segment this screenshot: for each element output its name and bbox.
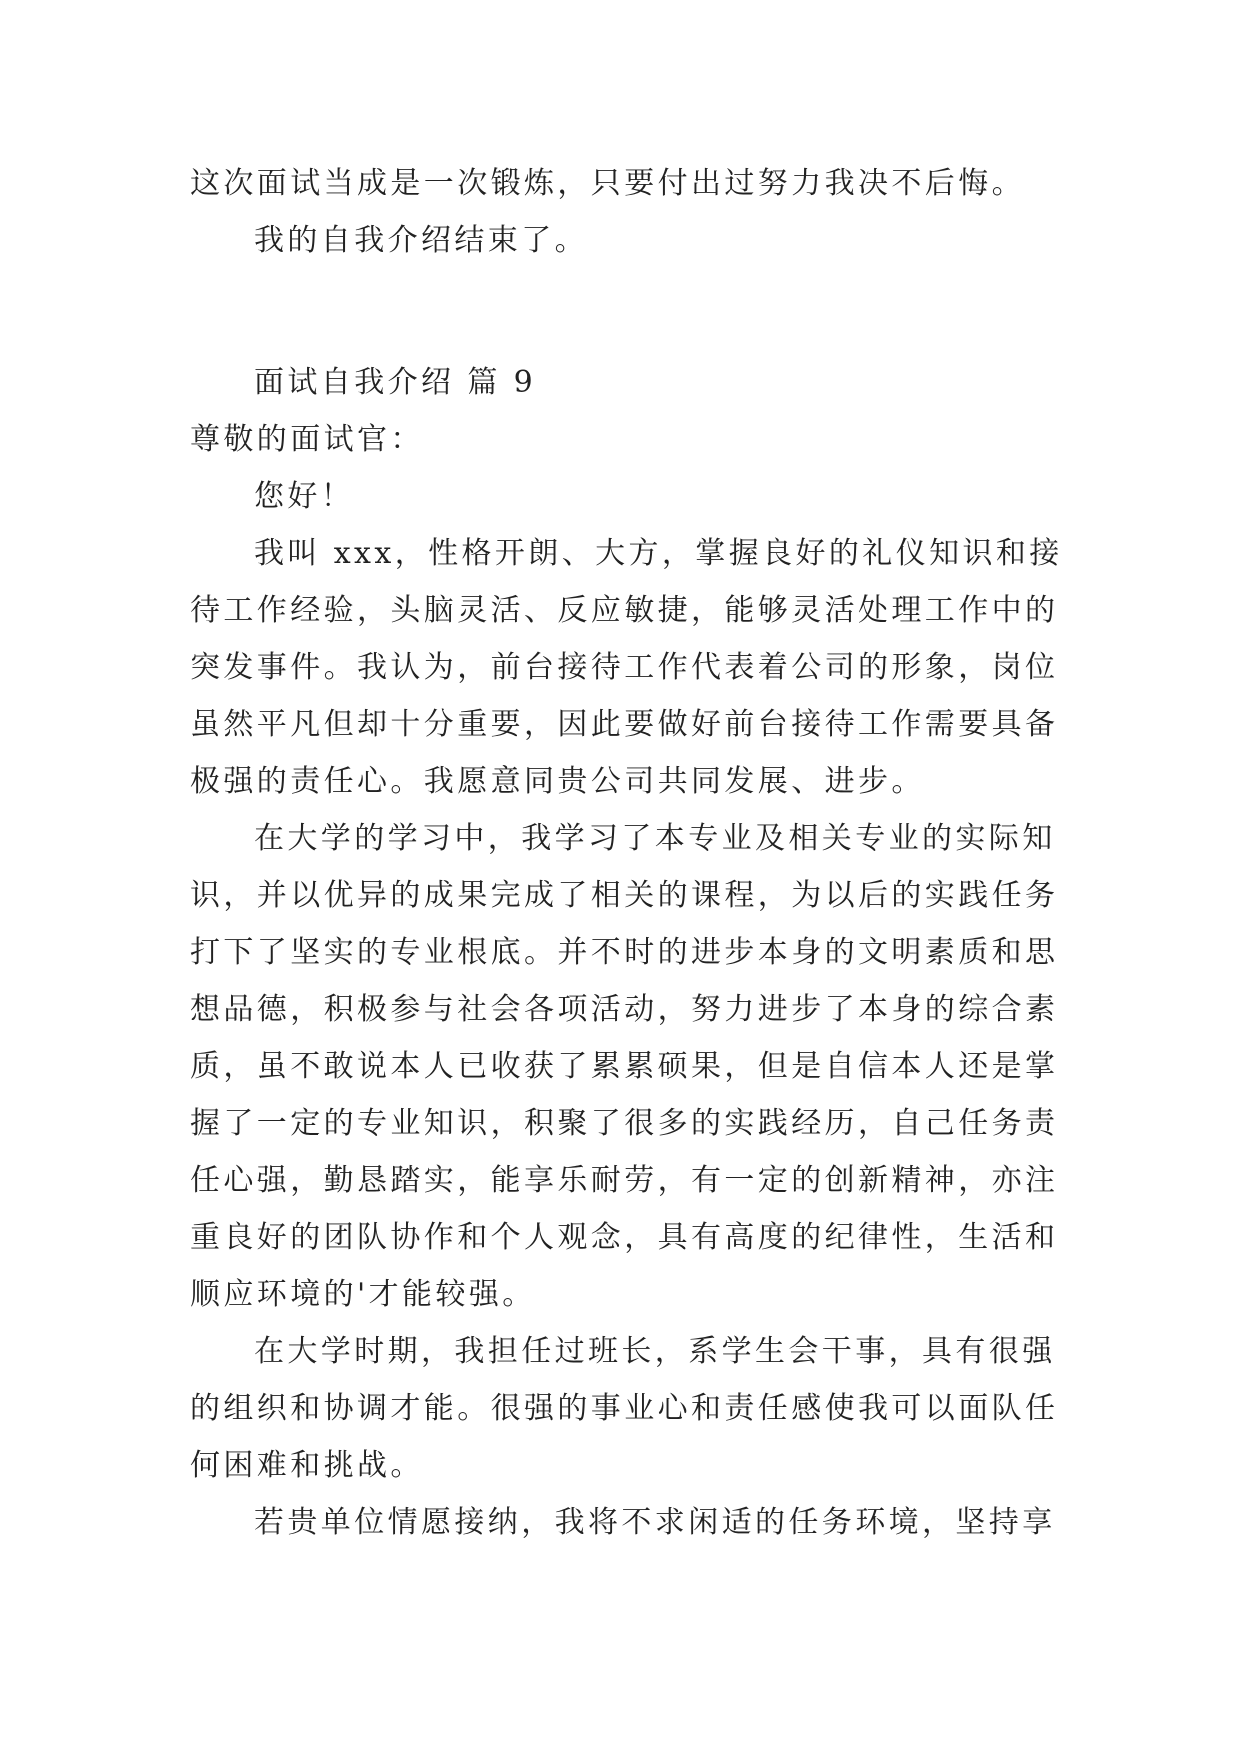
paragraph-line: 这次面试当成是一次锻炼，只要付出过努力我决不后悔。 [190, 166, 1025, 201]
paragraph-line: 想品德，积极参与社会各项活动，努力进步了本身的综合素 [190, 992, 1059, 1027]
paragraph-line: 重良好的团队协作和个人观念，具有高度的纪律性，生活和 [190, 1220, 1059, 1255]
paragraph-line: 任心强，勤恳踏实，能享乐耐劳，有一定的创新精神，亦注 [190, 1163, 1059, 1198]
paragraph-line: 的组织和协调才能。很强的事业心和责任感使我可以面队任 [190, 1391, 1059, 1426]
paragraph-line: 在大学的学习中，我学习了本专业及相关专业的实际知 [254, 821, 1056, 856]
paragraph-line: 虽然平凡但却十分重要，因此要做好前台接待工作需要具备 [190, 707, 1059, 742]
paragraph-line: 何困难和挑战。 [190, 1448, 424, 1483]
paragraph-line: 识，并以优异的成果完成了相关的课程，为以后的实践任务 [190, 878, 1059, 913]
paragraph-line: 握了一定的专业知识，积聚了很多的实践经历，自己任务责 [190, 1106, 1059, 1141]
paragraph-line: 突发事件。我认为，前台接待工作代表着公司的形象，岗位 [190, 650, 1059, 685]
paragraph-line: 在大学时期，我担任过班长，系学生会干事，具有很强 [254, 1334, 1056, 1369]
paragraph-line: 我叫 xxx，性格开朗、大方，掌握良好的礼仪知识和接 [254, 536, 1063, 571]
paragraph-line: 打下了坚实的专业根底。并不时的进步本身的文明素质和思 [190, 935, 1059, 970]
paragraph-line: 顺应环境的'才能较强。 [190, 1277, 536, 1312]
paragraph-line: 若贵单位情愿接纳，我将不求闲适的任务环境，坚持享 [254, 1505, 1056, 1540]
paragraph-line: 待工作经验，头脑灵活、反应敏捷，能够灵活处理工作中的 [190, 593, 1059, 628]
closing-line: 我的自我介绍结束了。 [254, 223, 588, 258]
section-gap [190, 269, 1050, 354]
salutation: 尊敬的面试官： [190, 422, 424, 457]
document-body [190, 155, 1063, 1551]
paragraph-line: 质，虽不敢说本人已收获了累累硕果，但是自信本人还是掌 [190, 1049, 1059, 1084]
section-heading: 面试自我介绍 篇 9 [254, 365, 537, 400]
paragraph-line: 极强的责任心。我愿意同贵公司共同发展、进步。 [190, 764, 925, 799]
greeting: 您好！ [254, 479, 355, 514]
